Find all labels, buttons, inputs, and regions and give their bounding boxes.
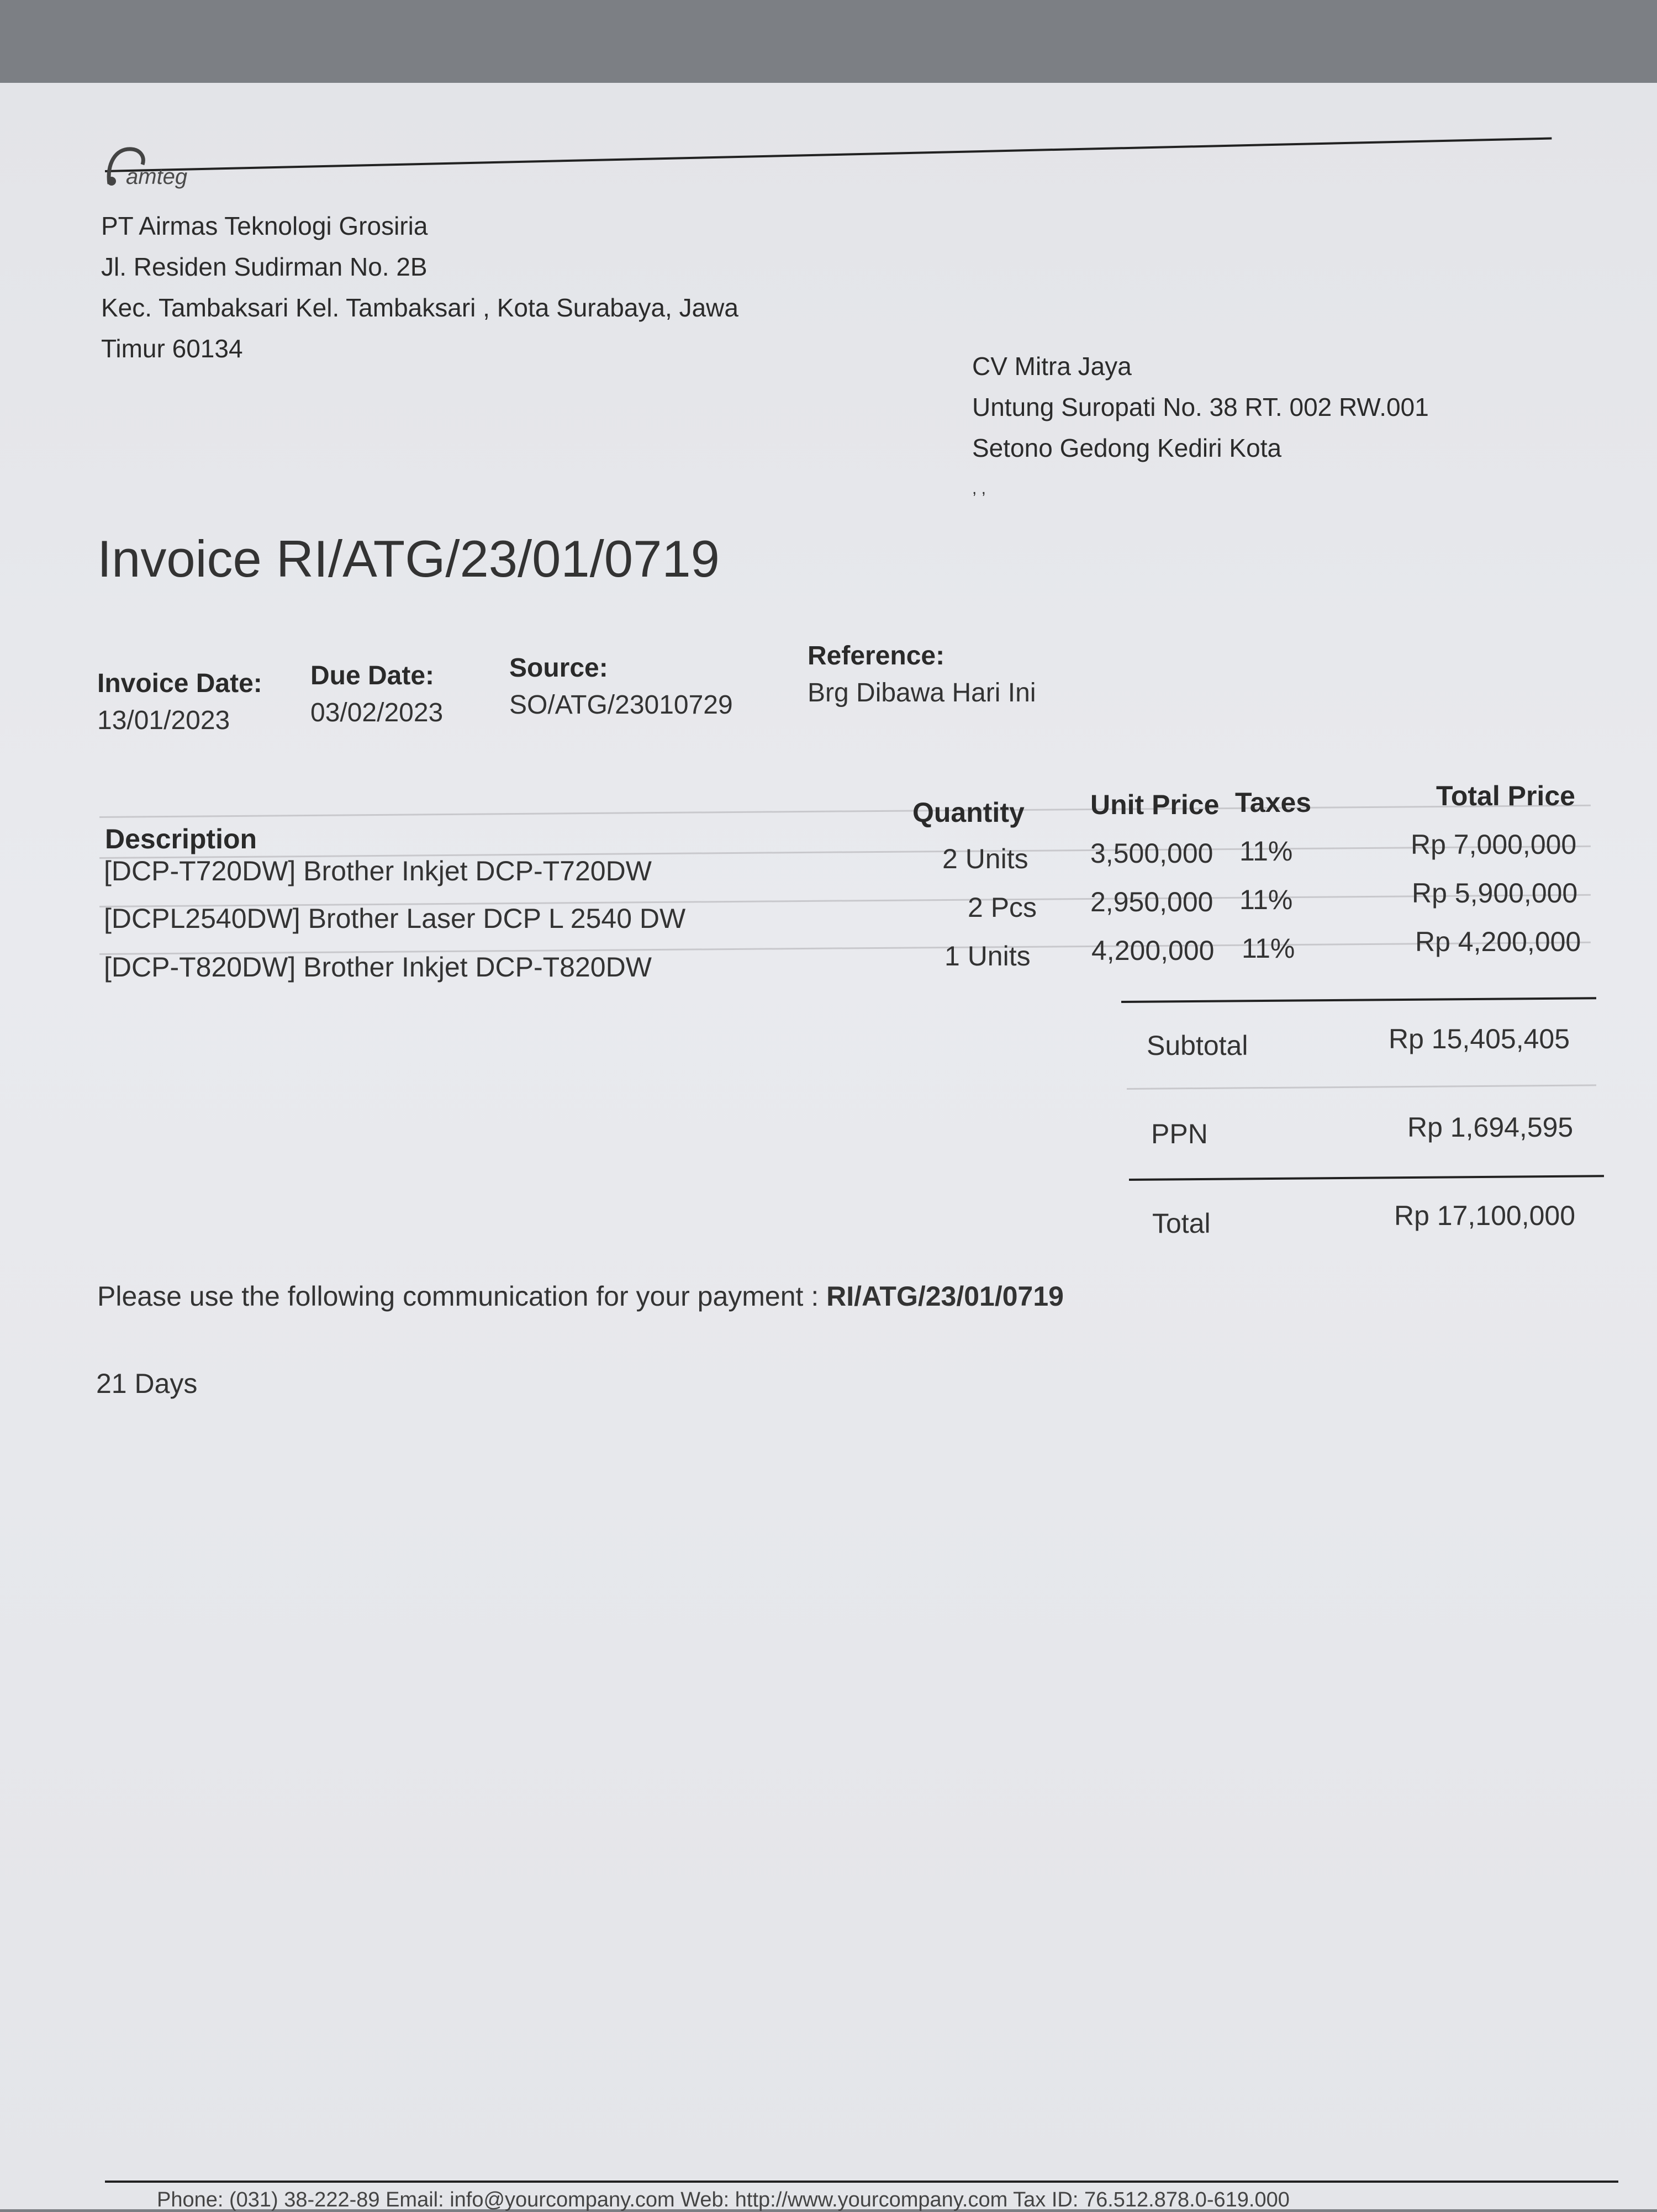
source-value: SO/ATG/23010729 — [509, 690, 733, 720]
header-description: Description — [105, 823, 257, 854]
row-1-description: [DCP-T720DW] Brother Inkjet DCP-T720DW — [104, 856, 652, 886]
row-2-taxes: 11% — [1239, 884, 1293, 915]
total-label: Total — [1152, 1208, 1211, 1239]
footer-contact: Phone: (031) 38-222-89 Email: info@yourcompany.com Web: http://www.yourcompany.com Tax ID: 76.512.878.0-619.000 — [157, 2188, 1290, 2211]
source-block — [509, 653, 733, 720]
logo-text: amteg — [126, 165, 188, 189]
subtotal-value: Rp 15,405,405 — [1389, 1023, 1570, 1054]
reference-label: Reference: — [808, 641, 945, 671]
ppn-label: PPN — [1151, 1118, 1208, 1149]
row-1-total: Rp 7,000,000 — [1411, 829, 1577, 860]
total-value: Rp 17,100,000 — [1394, 1200, 1576, 1231]
row-2-unit-price: 2,950,000 — [1090, 886, 1213, 917]
company-address-line2: Kec. Tambaksari Kel. Tambaksari , Kota Surabaya, Jawa — [101, 293, 738, 322]
invoice-date-value: 13/01/2023 — [97, 706, 230, 735]
reference-value: Brg Dibawa Hari Ini — [808, 678, 1036, 708]
row-1-quantity: 2 Units — [942, 843, 1028, 874]
row-1-taxes: 11% — [1239, 836, 1293, 867]
payment-reference: RI/ATG/23/01/0719 — [826, 1281, 1064, 1312]
invoice-date-label: Invoice Date: — [97, 669, 262, 698]
row-3-unit-price: 4,200,000 — [1091, 935, 1215, 966]
source-label: Source: — [509, 653, 608, 683]
customer-name: CV Mitra Jaya — [972, 352, 1132, 381]
customer-address — [972, 346, 1429, 509]
row-3-taxes: 11% — [1242, 933, 1295, 964]
row-2-description: [DCPL2540DW] Brother Laser DCP L 2540 DW — [104, 903, 686, 934]
subtotal-label: Subtotal — [1147, 1030, 1248, 1061]
header-quantity: Quantity — [912, 797, 1025, 828]
header-taxes: Taxes — [1235, 787, 1312, 818]
header-unit-price: Unit Price — [1090, 789, 1220, 820]
due-date-value: 03/02/2023 — [310, 698, 444, 727]
header-total-price: Total Price — [1436, 780, 1575, 811]
customer-address-line2: Setono Gedong Kediri Kota — [972, 434, 1282, 462]
payment-terms: 21 Days — [96, 1368, 198, 1399]
invoice-date-block — [97, 668, 262, 736]
company-address-line1: Jl. Residen Sudirman No. 2B — [101, 252, 428, 281]
company-name: PT Airmas Teknologi Grosiria — [101, 212, 428, 240]
due-date-label: Due Date: — [310, 661, 435, 690]
customer-address-line1: Untung Suropati No. 38 RT. 002 RW.001 — [972, 393, 1429, 421]
company-address-line3: Timur 60134 — [101, 334, 243, 363]
payment-communication — [97, 1280, 1064, 1312]
row-3-description: [DCP-T820DW] Brother Inkjet DCP-T820DW — [104, 952, 652, 983]
due-date-block — [310, 661, 443, 728]
row-2-quantity: 2 Pcs — [968, 892, 1037, 923]
company-address — [101, 205, 738, 369]
row-3-quantity: 1 Units — [944, 941, 1031, 972]
row-2-total: Rp 5,900,000 — [1412, 878, 1578, 909]
row-1-unit-price: 3,500,000 — [1090, 838, 1213, 869]
payment-text: Please use the following communication for your payment : — [97, 1281, 827, 1312]
invoice-title: Invoice RI/ATG/23/01/0719 — [97, 530, 720, 588]
footer-rule — [105, 2181, 1618, 2183]
reference-block — [808, 641, 1036, 708]
ppn-value: Rp 1,694,595 — [1407, 1112, 1574, 1143]
customer-address-line3: , , — [972, 479, 986, 498]
row-3-total: Rp 4,200,000 — [1415, 926, 1581, 957]
